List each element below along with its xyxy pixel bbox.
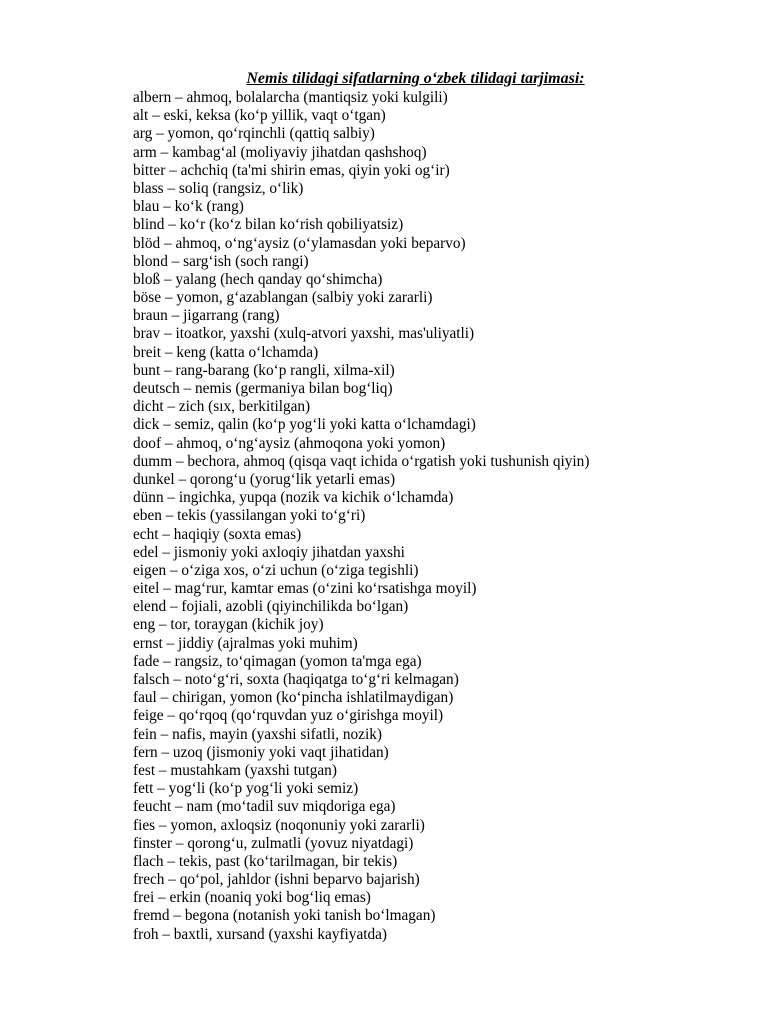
vocabulary-entry: albern – ahmoq, bolalarcha (mantiqsiz yoki kulgili): [133, 89, 448, 106]
vocabulary-entry: bloß – yalang (hech qanday qo‘shimcha): [133, 270, 383, 288]
vocabulary-entry: arm – kambag‘al (moliyaviy jihatdan qashshoq): [133, 143, 427, 161]
vocabulary-list: [133, 89, 763, 944]
vocabulary-entry: feucht – nam (mo‘tadil suv miqdoriga ega): [133, 798, 396, 816]
vocabulary-entry: froh – baxtli, xursand (yaxshi kayfiyatda): [133, 925, 388, 943]
vocabulary-entry: edel – jismoniy yoki axloqiy jihatdan yaxshi: [133, 543, 405, 561]
vocabulary-entry: faul – chirigan, yomon (ko‘pincha ishlatilmaydigan): [133, 689, 454, 707]
vocabulary-entry: doof – ahmoq, o‘ng‘aysiz (ahmoqona yoki yomon): [133, 434, 446, 452]
vocabulary-entry: eigen – o‘ziga xos, o‘zi uchun (o‘ziga tegishli): [133, 561, 419, 579]
vocabulary-entry: eng – tor, toraygan (kichik joy): [133, 616, 324, 634]
vocabulary-entry: blau – ko‘k (rang): [133, 198, 244, 216]
vocabulary-entry: fremd – begona (notanish yoki tanish bo‘lmagan): [133, 907, 436, 925]
vocabulary-entry: bitter – achchiq (ta'mi shirin emas, qiyin yoki og‘ir): [133, 161, 450, 179]
vocabulary-entry: elend – fojiali, azobli (qiyinchilikda bo‘lgan): [133, 598, 409, 616]
vocabulary-entry: deutsch – nemis (germaniya bilan bog‘liq): [133, 380, 393, 397]
vocabulary-entry: fett – yog‘li (ko‘p yog‘li yoki semiz): [133, 780, 359, 798]
vocabulary-entry: fies – yomon, axloqsiz (noqonuniy yoki zararli): [133, 816, 425, 834]
vocabulary-entry: fade – rangsiz, to‘qimagan (yomon ta'mga ega): [133, 652, 422, 670]
vocabulary-entry: fern – uzoq (jismoniy yoki vaqt jihatidan): [133, 743, 389, 761]
document-title: Nemis tilidagi sifatlarning o‘zbek tilidagi tarjimasi:: [246, 70, 585, 87]
vocabulary-entry: bunt – rang-barang (ko‘p rangli, xilma-xil): [133, 361, 395, 379]
vocabulary-entry: frech – qo‘pol, jahldor (ishni beparvo bajarish): [133, 871, 420, 889]
vocabulary-entry: fein – nafis, mayin (yaxshi sifatli, nozik): [133, 725, 382, 743]
vocabulary-entry: dumm – bechora, ahmoq (qisqa vaqt ichida o‘rgatish yoki tushunish qiyin): [133, 452, 590, 470]
vocabulary-entry: flach – tekis, past (ko‘tarilmagan, bir tekis): [133, 852, 398, 870]
vocabulary-entry: blond – sarg‘ish (soch rangi): [133, 252, 309, 270]
vocabulary-entry: alt – eski, keksa (ko‘p yillik, vaqt o‘tgan): [133, 107, 386, 125]
vocabulary-entry: eitel – mag‘rur, kamtar emas (o‘zini ko‘rsatishga moyil): [133, 580, 477, 598]
vocabulary-entry: feige – qo‘rqoq (qo‘rquvdan yuz o‘girishga moyil): [133, 707, 444, 725]
vocabulary-entry: finster – qorong‘u, zulmatli (yovuz niyatdagi): [133, 834, 414, 852]
vocabulary-entry: dunkel – qorong‘u (yorug‘lik yetarli emas): [133, 470, 396, 488]
vocabulary-entry: böse – yomon, g‘azablangan (salbiy yoki zararli): [133, 289, 433, 307]
vocabulary-entry: blass – soliq (rangsiz, o‘lik): [133, 179, 304, 197]
vocabulary-entry: frei – erkin (noaniq yoki bog‘liq emas): [133, 889, 371, 907]
vocabulary-entry: falsch – noto‘g‘ri, soxta (haqiqatga to‘g‘ri kelmagan): [133, 671, 459, 688]
vocabulary-entry: blöd – ahmoq, o‘ng‘aysiz (o‘ylamasdan yoki beparvo): [133, 234, 466, 252]
vocabulary-entry: eben – tekis (yassilangan yoki to‘g‘ri): [133, 507, 366, 525]
vocabulary-entry: braun – jigarrang (rang): [133, 307, 280, 325]
vocabulary-entry: dick – semiz, qalin (ko‘p yog‘li yoki katta o‘lchamdagi): [133, 416, 476, 434]
vocabulary-entry: ernst – jiddiy (ajralmas yoki muhim): [133, 634, 358, 652]
vocabulary-entry: brav – itoatkor, yaxshi (xulq-atvori yaxshi, mas'uliyatli): [133, 325, 475, 343]
vocabulary-entry: arg – yomon, qo‘rqinchli (qattiq salbiy): [133, 125, 375, 143]
vocabulary-entry: fest – mustahkam (yaxshi tutgan): [133, 761, 337, 779]
vocabulary-entry: dünn – ingichka, yupqa (nozik va kichik o‘lchamda): [133, 489, 454, 507]
vocabulary-entry: dicht – zich (sıx, berkitilgan): [133, 398, 311, 416]
vocabulary-entry: breit – keng (katta o‘lchamda): [133, 343, 319, 361]
vocabulary-entry: blind – ko‘r (ko‘z bilan ko‘rish qobiliyatsiz): [133, 216, 404, 234]
vocabulary-entry: echt – haqiqiy (soxta emas): [133, 525, 302, 543]
